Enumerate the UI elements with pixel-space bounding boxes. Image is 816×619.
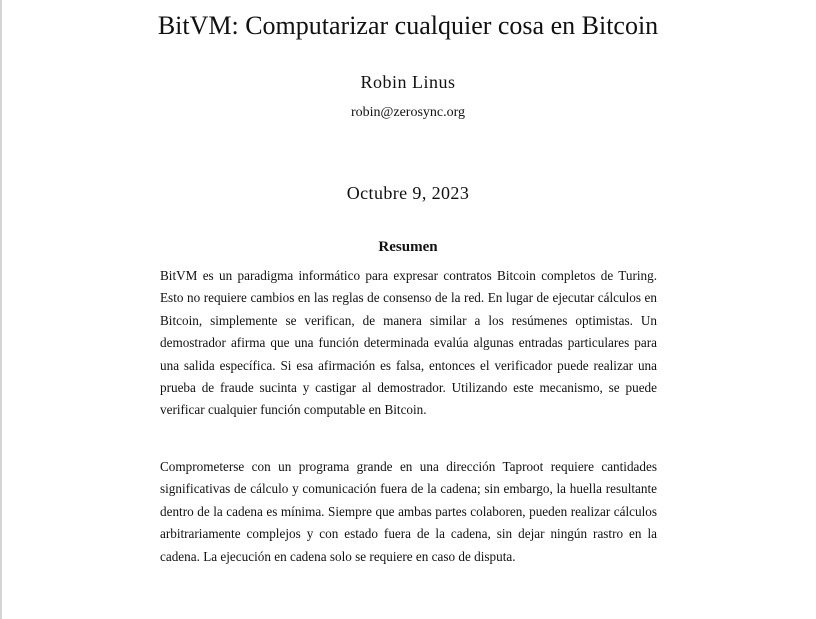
abstract-heading: Resumen (378, 239, 438, 255)
author-name: Robin Linus (360, 72, 456, 92)
abstract-paragraph-2: Comprometerse con un programa grande en una dirección Taproot requiere cantidades significativas de cálculo y comunicación fuera de la cadena; sin embargo, la huella resultante dentro de la cadena es mínima. Siempre que ambas partes colaboren, pueden realizar cálculos arbitrariamente complejos y con estado fuera de la cadena, sin dejar ningún rastro en la cadena. La ejecución en cadena solo se requiere en caso de disputa. (160, 459, 657, 564)
paper-title: BitVM: Computarizar cualquier cosa en Bitcoin (157, 11, 659, 40)
author-email: robin@zerosync.org (350, 105, 466, 120)
publication-date: Octubre 9, 2023 (346, 183, 470, 203)
abstract-paragraph-1: BitVM es un paradigma informático para expresar contratos Bitcoin completos de Turing. Esto no requiere cambios en las reglas de consenso de la red. En lugar de ejecutar cálculos en Bitcoin, simplemente se verifican, de manera similar a los resúmenes optimistas. Un demostrador afirma que una función determinada evalúa algunas entradas particulares para una salida específica. Si esa afirmación es falsa, entonces el verificador puede realizar una prueba de fraude sucinta y castigar al demostrador. Utilizando este mecanismo, se puede verificar cualquier función computable en Bitcoin. (160, 268, 657, 418)
